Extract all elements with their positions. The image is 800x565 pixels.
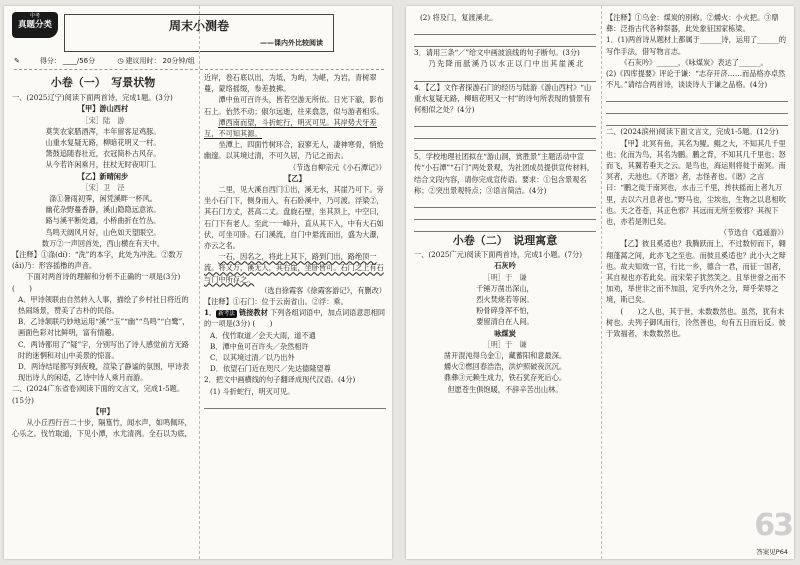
option-b: B．乙诗颔联巧妙地运用“溪”“玉”“幽”“鸟鸣”“白鹭”，画面色彩对比鲜明，富有情趣。 <box>18 317 190 338</box>
answer-line[interactable] <box>414 127 596 139</box>
poem-line: 爝火②燃回春浩浩，洪炉照破夜沉沉。 <box>443 362 567 372</box>
passage-yi-tail-text: 之人也，其于世，未数数然也。虽然，犹有未树也。夫列子御风而行，泠然善也，旬有五日而后反。彼于致福者，未数数然也。 <box>606 306 786 339</box>
question-3: 3．请用三条“／”给文中画波浪线的句子断句。(3分) <box>414 48 580 58</box>
passage-yi-tail <box>606 306 788 340</box>
page-subtitle: ——课内外比较阅读 <box>260 39 323 47</box>
poem-a-title: 【甲】游山西村 <box>77 104 129 114</box>
right-column-2 <box>606 12 788 552</box>
poem-line: 箫鼓追随春社近，衣冠简朴古风存。 <box>45 149 161 159</box>
poem-author: ［明］于 谦 <box>483 339 527 349</box>
question-5: 5．学校地理社团拟在“游山洞，赏胜景”主题活动中宣传“小石潭”“石门”两处景观，为社团成员提供宣传材料，结合文段内容，请你完成宣传语。要求：①包含景观名称；②突出景观特点；③语言简洁。(4分) <box>414 152 595 195</box>
poem-a-author: ［宋］陆 游 <box>81 115 125 125</box>
question-stem <box>12 271 194 293</box>
answer-reference: 答案见P64 <box>756 548 788 556</box>
answer-line[interactable] <box>606 114 788 126</box>
sub-question: (2) 将及门，复渡溪北。 <box>420 13 498 22</box>
left-page <box>4 6 392 559</box>
left-column-2 <box>204 72 386 556</box>
passage-source: （节选自柳宗元《小石潭记》） <box>288 162 386 172</box>
sentence-to-punctuate: 乃先降而舐溪乃以水正以门中出其崖溪北 <box>428 59 585 69</box>
passage-jia-label: 【甲】 <box>92 406 114 416</box>
poem-line: 要留清白在人间。 <box>476 317 534 327</box>
answer-line[interactable] <box>414 70 596 82</box>
passage-jia-text: 从小丘西行百二十步，隔篁竹，闻水声，如鸣佩环，心乐之。伐竹取道，下见小潭，水尤清冽。全石以为底， <box>12 418 192 439</box>
passage-source: （选自徐霞客《徐霞客游记》，有删改） <box>260 285 386 295</box>
right-page <box>406 6 794 559</box>
question-intro-3: 二、(2024滨州)阅读下面文言文，完成1-5题。(12分) <box>606 127 779 137</box>
poem-line: 幽花杂野蔓香静，溪山隐隐远意浓。 <box>45 205 161 215</box>
answer-paren[interactable]: ( ) <box>252 319 273 329</box>
answer-line[interactable] <box>204 397 386 409</box>
option-d: D．依望石门近在咫尺／先达德隆望尊 <box>210 364 331 374</box>
poem-title: 石灰吟 <box>494 261 516 271</box>
poem-line: 涤①暑雨初霁，闲凭溪畔一杯风。 <box>49 194 157 204</box>
answer-line[interactable] <box>606 102 788 114</box>
new-format-tag: 新考法 <box>218 311 235 318</box>
tag-tail: 链接教材 <box>239 308 268 318</box>
passage-yi-label: 【乙】 <box>284 173 306 183</box>
annotation-note: 【注释】①乌金：煤炭的别称。②爝火：小火把。③鼎彝：泛指古代各种祭器，此处象征国家栋梁。 <box>606 13 779 34</box>
poem-line: 但愿苍生俱饱暖，不辞辛苦出山林。 <box>447 384 563 394</box>
sub-question: (1) 斗折蛇行，明灭可见。 <box>210 386 295 396</box>
question-1: 1．(1)两首诗从题材上都属于______诗，运用了______的写作手法，借写物言志。 <box>606 35 787 56</box>
question-1 <box>204 307 386 329</box>
poem-b-title: 【乙】新晴闲步 <box>77 171 129 181</box>
passage-source: （节选自《逍遥游》） <box>719 228 788 238</box>
answer-line[interactable] <box>414 35 596 47</box>
poem-line: 数万②一声回首处，西山横在有天中。 <box>41 238 165 248</box>
score-icon: ✎ <box>14 57 20 65</box>
option-a: A．甲诗领联由自然转入人事，描绘了乡村社日将近的热闹场景，赞美了古朴的民俗。 <box>18 294 189 316</box>
q-number: 1． <box>204 308 217 318</box>
option-a: A．伐竹取道／会天大雨，道不通 <box>210 330 316 340</box>
passage-text: 潭中鱼可百许头，皆若空游无所依。日光下澈，影布石上。佁然不动；俶尔远逝，往来翕忽，似与游者相乐。 <box>204 95 384 116</box>
question-2: 2．把文中画横线的句子翻译成现代汉语。(4分) <box>204 375 356 385</box>
passage-jia-text: 【甲】北冥有鱼，其名为鲲。鲲之大，不知其几千里也；化而为鸟，其名为鹏。鹏之背，不知其几千里也；怒而飞，其翼若垂天之云。是鸟也，海运则将徙于南冥。南冥者，天池也。《齐谐》者，志怪者也。《谐》之言曰：“鹏之徙于南冥也，水击三千里，抟扶摇而上者九万里，去以六月息者也。”野马也，尘埃也，生物之以息相吹也。天之苍苍，其正色邪？其远而无所至极邪？其视下也，亦若是则已矣。 <box>606 138 786 227</box>
passage-yi-text: 二里，见大溪自西门①出，溪无水，其崖乃可下。旁坐小石门下，侧身而入，有石卧溪中，乃可渡。浮梁②，其石门方丈，甚高二丈。盘旋石壁，坐其顶上，中空曰，石门下有老人。至此一一峰升，直从其下入，中有大石如伏，可坐可卧。石门溪流，自门中悬流而出，盛为大瀑，亦云之名。 <box>204 185 384 251</box>
section-title-2: 小卷（二） 说理寓意 <box>452 234 558 248</box>
column-divider <box>601 6 602 559</box>
q1-stem-text: 下面对两首诗的理解和分析不正确的一项是(3分) <box>26 272 181 282</box>
answer-paren[interactable]: ( ) <box>620 306 641 316</box>
passage-yi-text: 【乙】彼且奚适也？我腾跃而上，不过数仞而下，翱翔蓬蒿之间，此亦飞之至也。而彼且奚适也？此小大之辩也。故夫知效一官，行比一乡，德合一君，而征一国者，其自视也亦若此矣。而宋荣子犹然笑之。且举世誉之而不加劝，举世非之而不加沮，定乎内外之分，辩乎荣辱之境，斯已矣。 <box>606 239 786 305</box>
passage-text: 近岸，卷石底以出，为坻，为屿，为嵁，为岩。青树翠蔓，蒙络摇缀，参差披拂。 <box>204 73 377 94</box>
answer-line[interactable] <box>606 90 788 102</box>
score-value: ____/56分 <box>62 57 96 65</box>
question-intro: 一、(2025辽宁)阅读下面两首诗，完成1题。(3分) <box>12 93 173 103</box>
passage-text: 坐潭上，四面竹树环合，寂寥无人，凄神寒骨，悄怆幽邃。以其境过清，不可久居，乃记之而去。 <box>204 140 384 161</box>
wavy-sentence: 一石，因名之，将此上其下，路到门出，路绝顶一流。将又万，溪无人，其右崖，坐卧皆可。石门之上有石与门中所存之。 <box>204 252 384 284</box>
passage-yi-wavy <box>204 251 386 285</box>
left-column-1 <box>12 72 194 556</box>
time-value: 20分钟/组 <box>162 57 195 65</box>
question-intro: 一、(2025广元)阅读下面两首诗，完成1小题。(7分) <box>414 250 583 260</box>
poem-line: 鸟鸣天阔风月好，山色如天望眼空。 <box>45 227 161 237</box>
annotation-note-2: 【注释】①石门：位于云南省山。②浮：乘。 <box>204 297 348 307</box>
poem-line: 路与溪平断处通，小桥曲折在竹丛。 <box>45 216 161 226</box>
poem-line: 千锤万凿出深山， <box>476 283 534 293</box>
q-text: 下列各组词语中，加点词语意思相同的一项是(3分) <box>204 308 386 329</box>
question-4: 4．【乙】文作者探游石门的经历与陆游《游山西村》“山重水复疑无路，柳暗花明又一村”的诗句所表现的情景有何相似之处？(4分) <box>414 82 592 115</box>
poem-line: 山重水复疑无路，柳暗花明又一村。 <box>45 138 161 148</box>
badge-small-text: 中考 <box>29 13 40 19</box>
option-c: C．两诗都用了“疑”字，分别写出了诗人感觉前方无路时的迷惘和对山中美景的惊喜。 <box>18 339 189 360</box>
question-1-sub: 《石灰吟》______，《咏煤炭》表达了______。 <box>620 57 768 67</box>
answer-line[interactable] <box>414 208 596 220</box>
option-c: C．以其境过清／以乃出外 <box>210 353 295 363</box>
poem-line: 粉骨碎身浑不怕， <box>476 306 534 316</box>
passage-text-underlined <box>204 117 386 139</box>
time-label: 建议用时： <box>125 57 161 65</box>
answer-line[interactable] <box>414 196 596 208</box>
poem-line: 凿开混沌得乌金①，藏蓄阳和意最深。 <box>443 351 567 361</box>
underlined-sentence: 潭西南而望，斗折蛇行，明灭可见。其岸势犬牙差互，不可知其源。 <box>204 117 377 139</box>
column-divider <box>199 6 200 559</box>
page-title: 周末小测卷 <box>168 19 229 33</box>
poem-line: 鼎彝③元赖生成力，铁石犹存死后心。 <box>443 373 567 383</box>
section-title-1: 小卷（一） 写景状物 <box>50 76 156 89</box>
clock-icon: ◷ <box>117 57 124 65</box>
answer-line[interactable] <box>414 139 596 151</box>
option-b: B．潭中鱼可百许头／杂然相许 <box>210 341 309 351</box>
answer-line[interactable] <box>414 23 596 35</box>
badge-big-text: 真题分类 <box>17 20 52 30</box>
question-2: (2)《四库提要》评论于谦：“志存开济……而品格亦卓然不凡。”请结合两首诗，谈谈诗人于谦之品格。(4分) <box>606 69 786 90</box>
right-column-1 <box>414 12 596 552</box>
poem-author: ［明］于 谦 <box>483 272 527 282</box>
annotation-note: 【注释】①涤(dí)：“洗”的本字，此处为冲洗。②数万(ǎi)乃：形容摇橹的声音。 <box>12 250 183 271</box>
score-label: 得分： <box>39 57 61 65</box>
poem-b-author: ［宋］卫 泾 <box>81 182 125 192</box>
question-intro-2: 二、(2024广东省卷)阅读下面的文言文，完成1-5题。(15分) <box>12 384 185 405</box>
series-badge <box>12 12 58 38</box>
answer-line[interactable] <box>414 220 596 232</box>
poem-line: 烈火焚烧若等闲。 <box>476 295 534 305</box>
poem-line: 莫笑农家腊酒浑，丰年留客足鸡豚。 <box>45 126 161 136</box>
poem-line: 从今若许闲乘月，拄杖无时夜叩门。 <box>45 160 161 170</box>
poem-title: 咏煤炭 <box>494 328 516 338</box>
option-d: D．两诗结尾都写到夜晚，渲染了静谧的氛围，甲诗表现出诗人的闲适，乙诗中诗人乘月而游。 <box>18 362 190 383</box>
answer-paren[interactable]: ( ) <box>12 283 32 293</box>
answer-line[interactable] <box>414 115 596 127</box>
page-number-large: 63 <box>754 508 792 543</box>
